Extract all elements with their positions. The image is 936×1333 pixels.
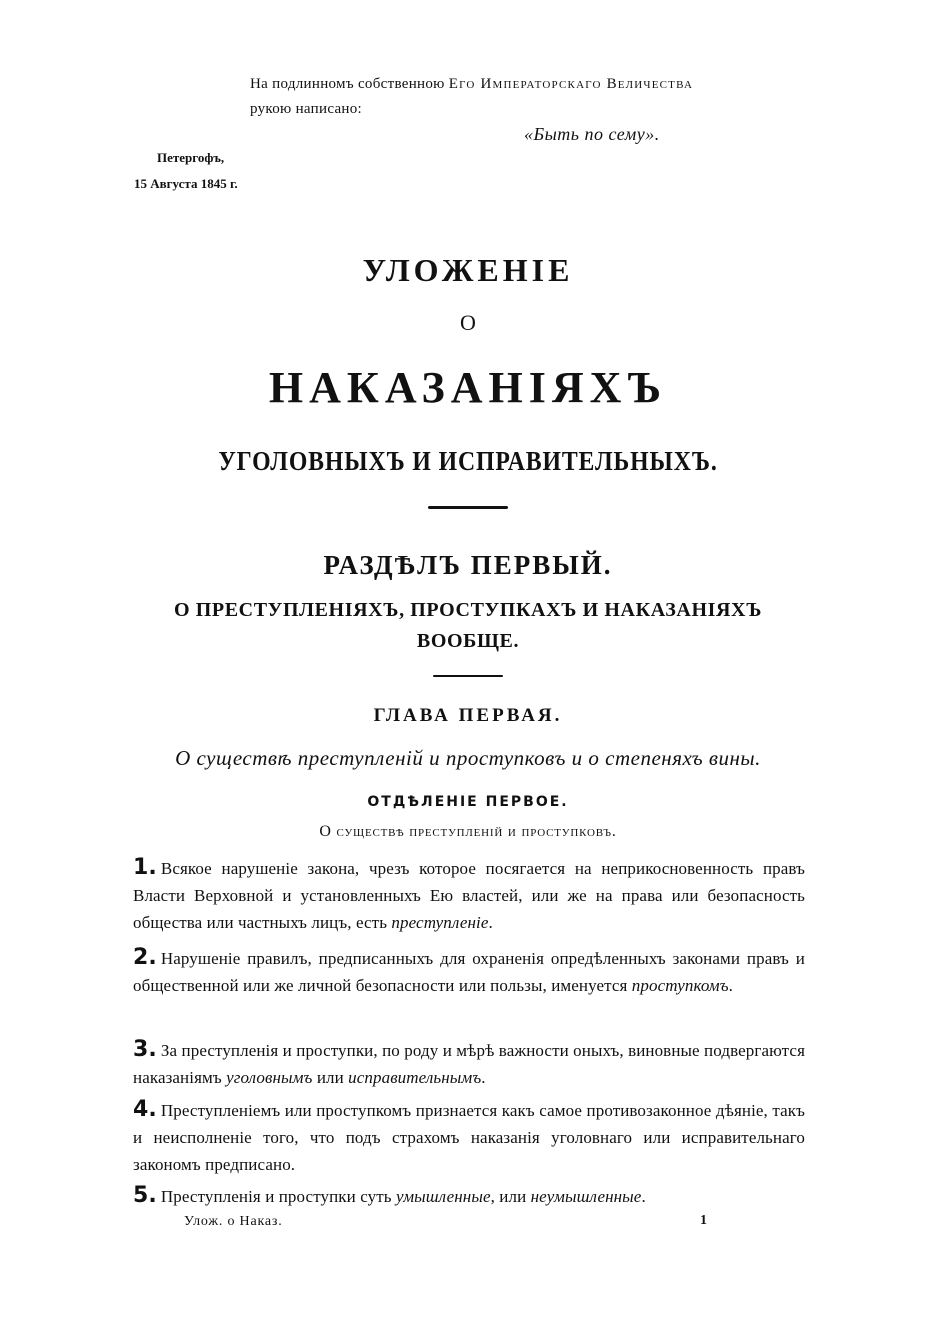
imperial-resolution: «Быть по сему». — [524, 124, 660, 144]
chapter-subtitle: О существѣ преступленій и проступковъ и о степеняхъ вины. — [175, 746, 761, 770]
article-5: 5. Преступленія и проступки суть умышленные, или неумышленные. — [133, 1183, 646, 1208]
divider — [433, 675, 503, 677]
imperial-note-line-2: рукою написано: — [250, 101, 363, 117]
article-number: 4. — [133, 1097, 157, 1122]
article-4: 4. Преступленіемъ или проступкомъ признается какъ самое противозаконное дѣяніе, такъ и неисполненіе того, что подъ страхомъ наказанія уголовнаго или исправительнаго закономъ предписано. — [133, 1097, 805, 1174]
article-number: 1. — [133, 855, 157, 880]
place-name: Петергофъ, — [157, 150, 225, 165]
article-3: 3. За преступленія и проступки, по роду и мѣрѣ важности оныхъ, виновные подвергаются наказаніямъ уголовнымъ или исправительнымъ. — [133, 1037, 805, 1087]
department-title: ОТДѢЛЕНІЕ ПЕРВОЕ. — [367, 794, 569, 810]
section-subtitle-line-1: О ПРЕСТУПЛЕНІЯХЪ, ПРОСТУПКАХЪ И НАКАЗАНІЯХЪ — [174, 599, 762, 621]
section-subtitle-line-2: ВООБЩЕ. — [416, 630, 520, 652]
title-connector: О — [460, 310, 476, 335]
signature-mark: Улож. о Наказ. — [184, 1214, 283, 1229]
document-title-big: НАКАЗАНІЯХЪ — [268, 363, 668, 412]
article-number: 5. — [133, 1183, 157, 1208]
department-subtitle: О существѣ преступленій и проступковъ. — [319, 823, 617, 840]
section-title: РАЗДѢЛЪ ПЕРВЫЙ. — [323, 550, 613, 580]
article-1: 1. Всякое нарушеніе закона, чрезъ которое посягается на неприкосновенность правъ Власти Верховной и установленныхъ Ею властей, или же на права или безопасность общества или частныхъ лицъ, есть преступленіе. — [133, 855, 805, 932]
divider — [428, 506, 508, 509]
article-number: 2. — [133, 945, 157, 970]
chapter-title: ГЛАВА ПЕРВАЯ. — [373, 705, 563, 726]
document-title: УЛОЖЕНІЕ — [362, 252, 574, 288]
imperial-note-line-1: На подлинномъ собственною Его Императорскаго Величества — [250, 76, 694, 92]
article-2: 2. Нарушеніе правилъ, предписанныхъ для охраненія опредѣленныхъ законами правъ и общественной или же личной безопасности или пользы, именуется проступкомъ. — [133, 945, 805, 995]
page-number: 1 — [700, 1213, 708, 1228]
date-line: 15 Августа 1845 г. — [134, 176, 238, 191]
article-number: 3. — [133, 1037, 157, 1062]
document-subtitle: УГОЛОВНЫХЪ И ИСПРАВИТЕЛЬНЫХЪ. — [218, 446, 718, 476]
